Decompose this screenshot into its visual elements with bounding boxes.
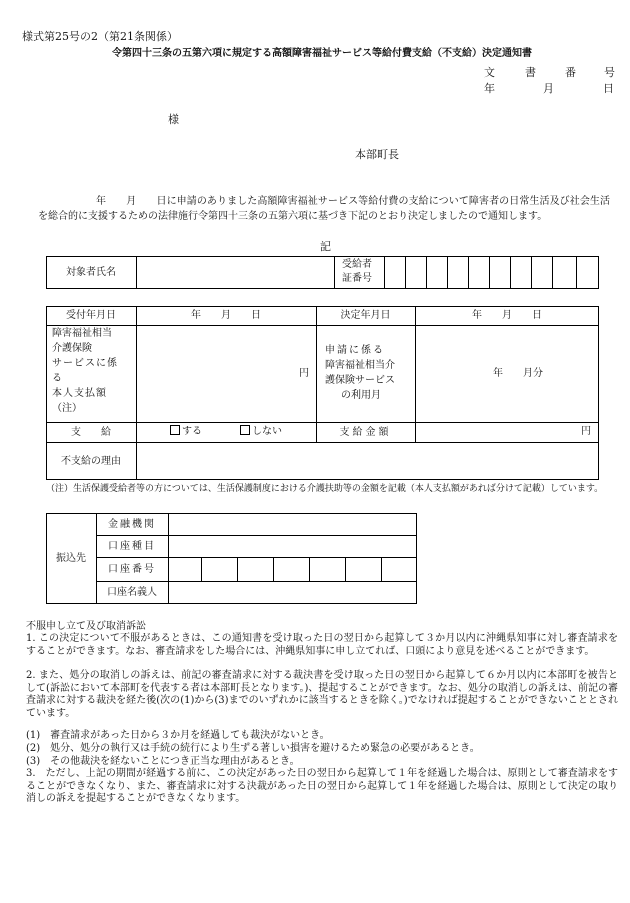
bank-name-label: 金融機関: [108, 518, 156, 530]
account-holder-label: 口座名義人: [107, 587, 157, 598]
amount-label: 支給金額: [339, 426, 392, 438]
payment-yes-option[interactable]: [170, 425, 202, 438]
copay-label-line: 本人支払額: [52, 388, 107, 399]
account-type-label: 口座種目: [108, 540, 156, 552]
amount-yen: 円: [581, 426, 591, 437]
amount-field[interactable]: [416, 423, 598, 441]
doc-number-char: 番: [565, 66, 576, 79]
bank-name-field[interactable]: [169, 514, 416, 534]
transfer-label: 振込先: [56, 553, 86, 564]
appeal-item-2: (2) 処分、処分の執行又は手続の続行により生ずる著しい損害を避けるため緊急の必要があるとき。: [26, 743, 480, 754]
service-label-line: 障害福祉相当介: [325, 360, 395, 371]
account-number-label: 口座番号: [108, 563, 156, 575]
account-type-field[interactable]: [169, 536, 416, 556]
decision-date-value[interactable]: 年 月 日: [472, 310, 542, 321]
recipient-name-label: 対象者氏名: [66, 267, 116, 278]
copay-label-line: （注）: [52, 403, 82, 414]
decision-date-label: 決定年月日: [340, 310, 391, 321]
appeal-paragraph-2: 2. また、処分の取消しの訴えは、前記の審査請求に対する裁決書を受け取った日の翌日から起算して６か月以内に本部町を被告として(訴訟において本部町を代表する者は本部町長となります。)、提起することができます。なお、処分の取消しの訴えは、前記の審査請求に対する裁決を経た後(次の(1)から(3)までのいずれかに該当するときを除く。)でなければ提起することができないこととされています。: [26, 670, 618, 719]
copay-yen: 円: [299, 368, 309, 379]
service-label-line: の利用月: [341, 390, 381, 401]
account-holder-field[interactable]: [169, 582, 416, 603]
received-date-value[interactable]: 年 月 日: [191, 310, 261, 321]
doc-number-char: 号: [604, 66, 615, 79]
month-label: 月: [543, 82, 554, 95]
copay-label-line: サービスに係: [52, 358, 118, 369]
appeal-paragraph-1: 1. この決定について不服があるときは、この通知書を受け取った日の翌日から起算して３か月以内に沖縄県知事に対し審査請求をすることができます。なお、審査請求をした場合には、沖縄県知事に申し立てれば、口頭により意見を述べることができます。: [26, 633, 618, 657]
payment-yes-label: する: [182, 426, 202, 437]
issuer: 本部町長: [355, 148, 399, 161]
service-month-value[interactable]: 年 月分: [493, 368, 543, 379]
cert-label-line2: 証番号: [342, 273, 372, 284]
doc-number-char: 文: [484, 66, 495, 79]
service-label-line: 護保険サービス: [325, 375, 395, 386]
reason-label: 不支給の理由: [61, 455, 121, 467]
payment-no-option[interactable]: [240, 425, 282, 438]
recipient-suffix: 様: [168, 113, 179, 126]
day-label: 日: [603, 82, 614, 95]
received-date-label: 受付年月日: [66, 310, 116, 321]
checkbox-icon[interactable]: [240, 425, 250, 435]
certificate-number-field[interactable]: [385, 257, 599, 288]
year-label: 年: [484, 82, 495, 95]
payment-no-label: しない: [252, 426, 282, 437]
recipient-name-field[interactable]: [136, 257, 334, 288]
appeal-heading: 不服申し立て及び取消訴訟: [26, 621, 146, 632]
reason-field[interactable]: [137, 443, 598, 479]
appeal-paragraph-3: 3. ただし、上記の期間が経過する前に、この決定があった日の翌日から起算して１年を経過した場合は、原則として審査請求をすることができなくなり、また、審査請求に対する決裁があった日の翌日から起算して１年を経過した場合は、原則として決定の取り消しの訴えを提起することができなくなります。: [26, 768, 618, 804]
copay-amount-field[interactable]: [137, 326, 315, 421]
copay-label-line: 介護保険: [52, 343, 92, 354]
copay-label-line: 障害福祉相当: [52, 328, 112, 339]
table-note: （注）生活保護受給者等の方については、生活保護制度における介護扶助等の金額を記載（本人支払額があれば分けて記載）しています。: [46, 484, 604, 494]
doc-number-char: 書: [525, 66, 536, 79]
checkbox-icon[interactable]: [170, 425, 180, 435]
account-number-field[interactable]: [169, 558, 416, 580]
cert-label-line1: 受給者: [342, 259, 372, 270]
appeal-item-1: (1) 審査請求があった日から３か月を経過しても裁決がないとき。: [26, 730, 330, 741]
form-number: 様式第25号の2（第21条関係）: [22, 30, 178, 43]
document-title: 令第四十三条の五第六項に規定する高額障害福祉サービス等給付費支給（不支給）決定通知書: [112, 48, 532, 59]
service-label-line: 申請に係る: [325, 345, 385, 356]
copay-label-line: る: [52, 373, 62, 384]
ki-label: 記: [320, 240, 331, 253]
intro-paragraph: 年 月 日に申請のありました高額障害福祉サービス等給付費の支給について障害者の日常生活及び社会生活を総合的に支援するための法律施行令第四十三条の五第六項に基づき下記のとおり決定しましたので通知します。: [38, 196, 610, 222]
payment-label: 支 給: [71, 426, 111, 438]
appeal-item-3: (3) その他裁決を経ないことにつき正当な理由があるとき。: [26, 756, 300, 767]
